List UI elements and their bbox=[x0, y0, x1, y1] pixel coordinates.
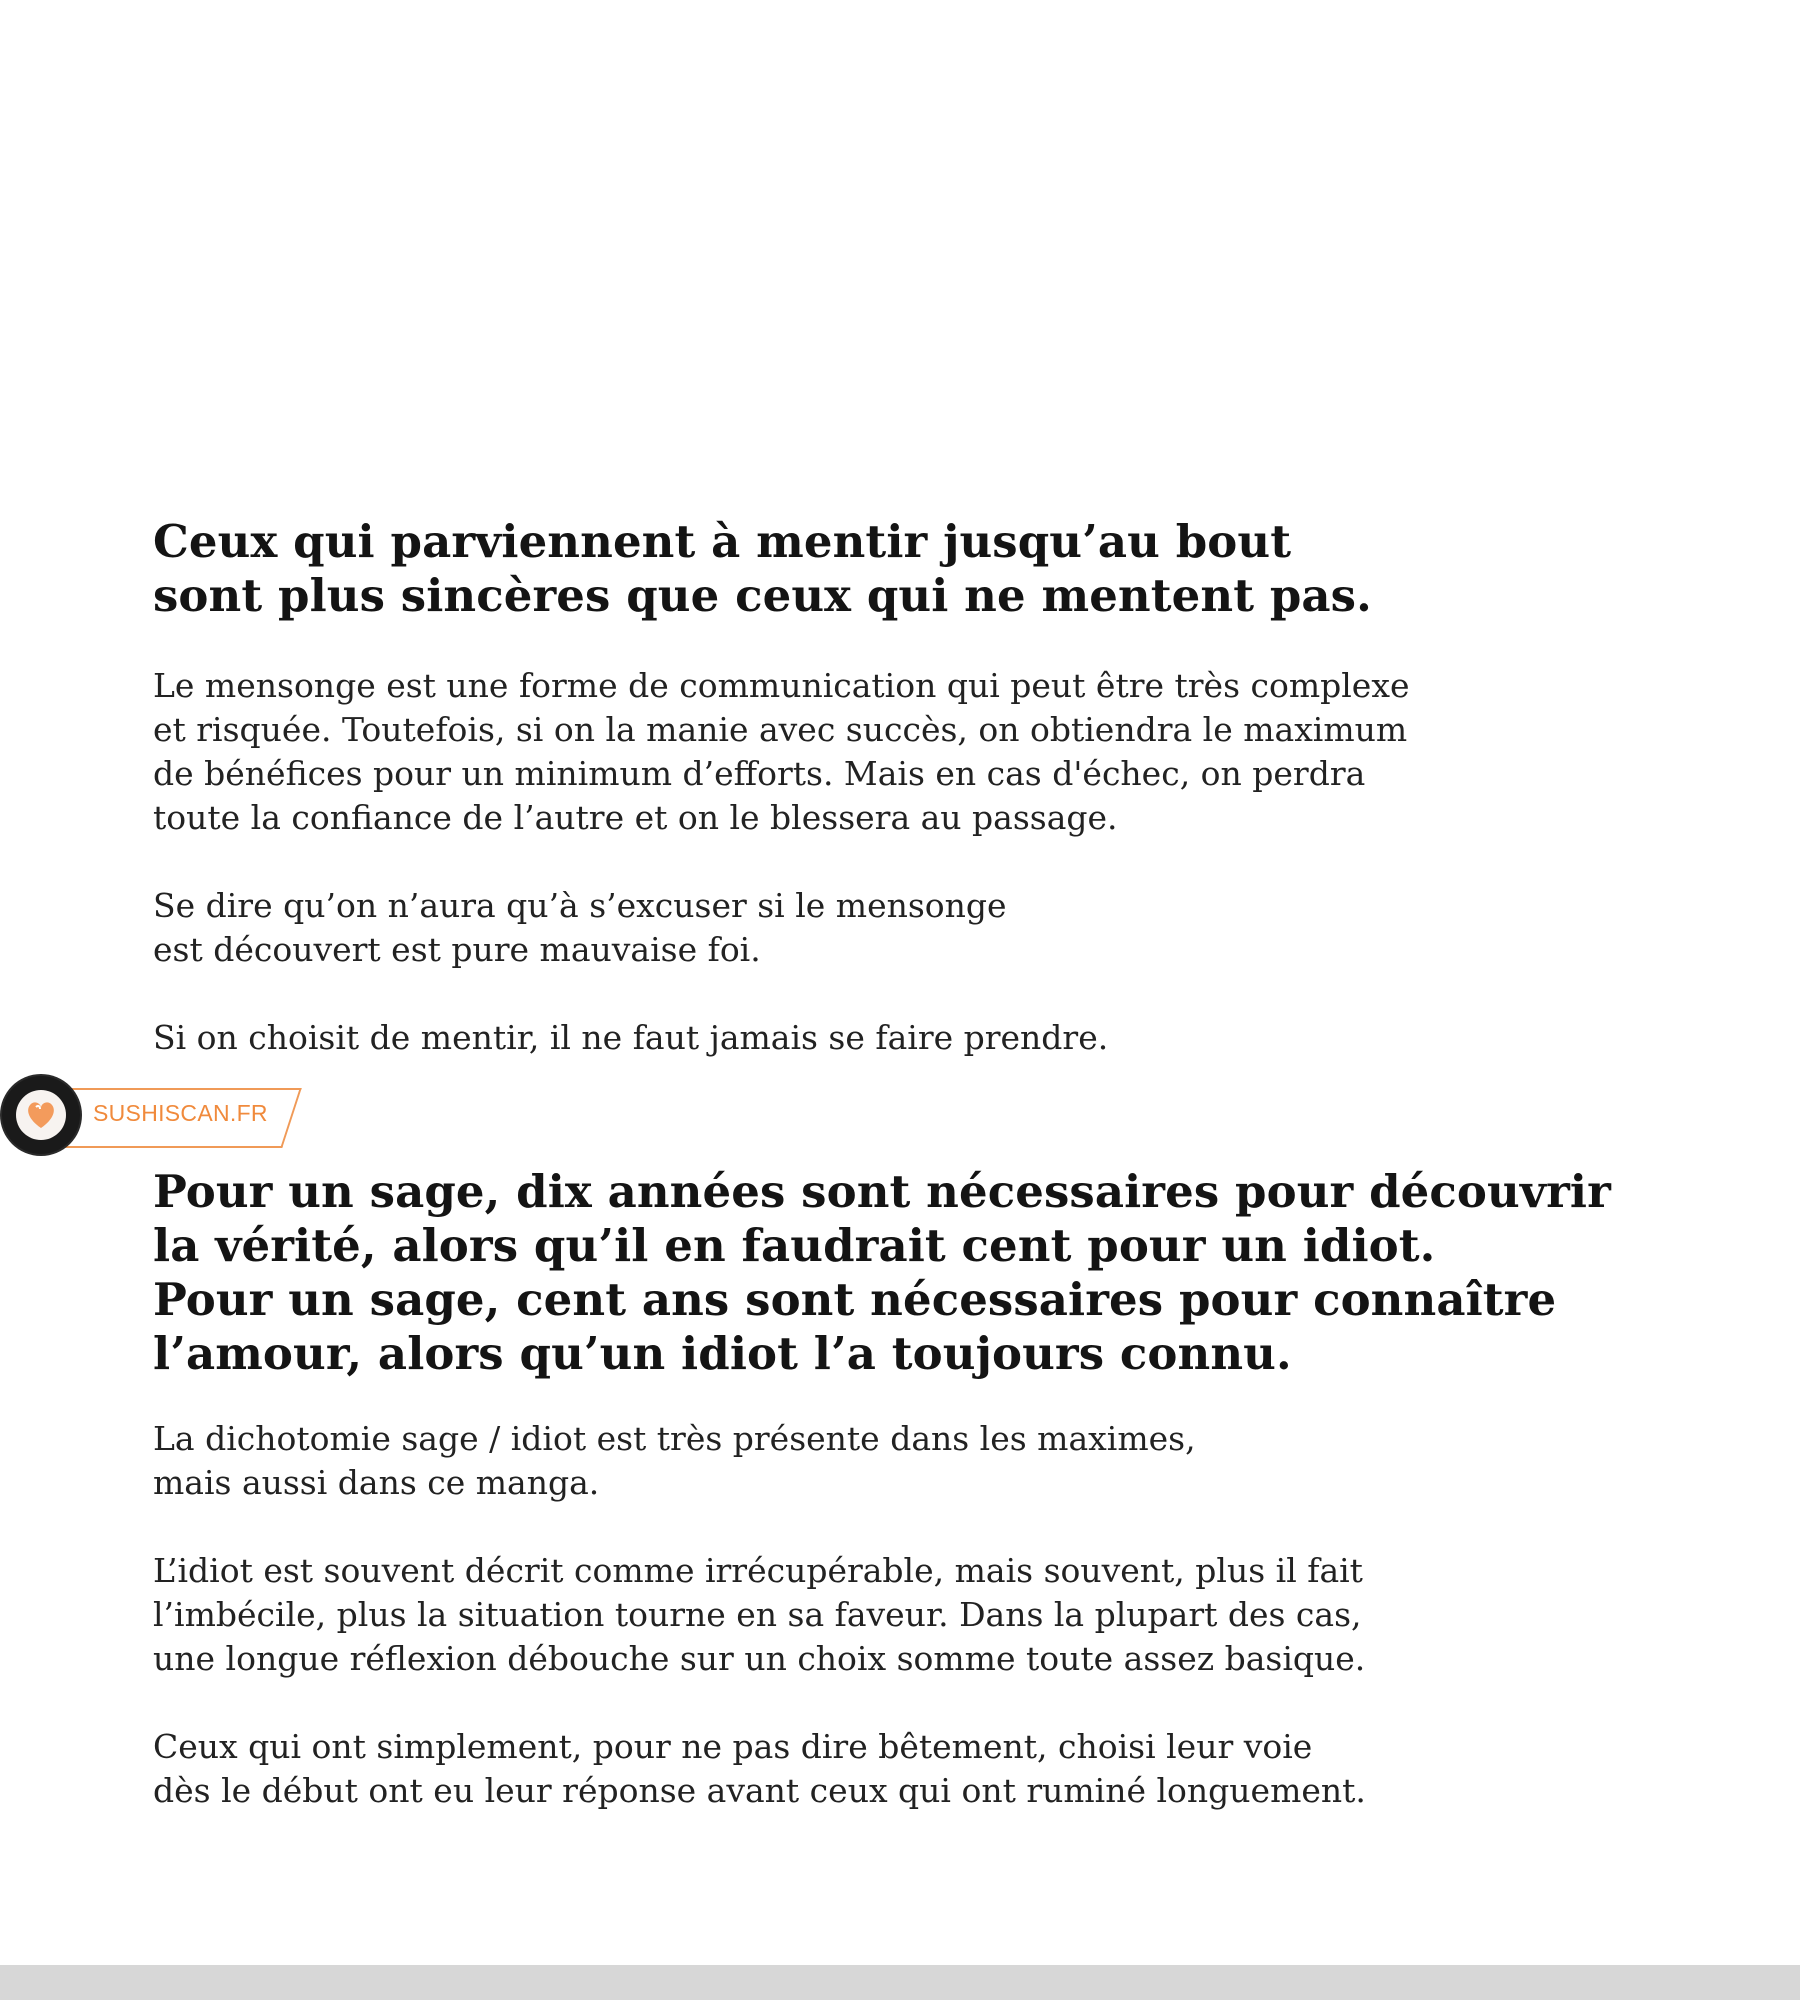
watermark-badge bbox=[2, 1076, 80, 1154]
commentary-paragraph bbox=[153, 1016, 1453, 1060]
text-line: mais aussi dans ce manga. bbox=[153, 1463, 600, 1502]
sushiscan-watermark bbox=[0, 1072, 310, 1162]
heading-line: Pour un sage, dix années sont nécessaires pour découvrir bbox=[153, 1165, 1611, 1218]
heading-line: la vérité, alors qu’il en faudrait cent pour un idiot. bbox=[153, 1219, 1436, 1272]
text-line: Se dire qu’on n’aura qu’à s’excuser si le mensonge bbox=[153, 886, 1007, 925]
text-line: est découvert est pure mauvaise foi. bbox=[153, 930, 761, 969]
heading-line: l’amour, alors qu’un idiot l’a toujours connu. bbox=[153, 1327, 1292, 1380]
commentary-paragraph bbox=[153, 664, 1453, 840]
commentary-paragraph bbox=[153, 1417, 1453, 1505]
text-line: une longue réflexion débouche sur un choix somme toute assez basique. bbox=[153, 1639, 1366, 1678]
commentary-paragraph bbox=[153, 1549, 1453, 1681]
commentary-paragraph bbox=[153, 884, 1453, 972]
text-line: l’imbécile, plus la situation tourne en sa faveur. Dans la plupart des cas, bbox=[153, 1595, 1362, 1634]
text-line: toute la confiance de l’autre et on le blessera au passage. bbox=[153, 798, 1118, 837]
text-line: et risquée. Toutefois, si on la manie avec succès, on obtiendra le maximum bbox=[153, 710, 1408, 749]
text-line: de bénéfices pour un minimum d’efforts. Mais en cas d'échec, on perdra bbox=[153, 754, 1366, 793]
heading-line: Ceux qui parviennent à mentir jusqu’au bout bbox=[153, 515, 1292, 568]
commentary-paragraph bbox=[153, 1725, 1453, 1813]
text-line: L’idiot est souvent décrit comme irrécupérable, mais souvent, plus il fait bbox=[153, 1551, 1363, 1590]
maxim-section-sage-idiot bbox=[153, 1165, 1611, 1813]
maxim-section-lying bbox=[153, 515, 1453, 1060]
text-line: Si on choisit de mentir, il ne faut jamais se faire prendre. bbox=[153, 1018, 1109, 1057]
heading-line: sont plus sincères que ceux qui ne mentent pas. bbox=[153, 569, 1372, 622]
text-line: Ceux qui ont simplement, pour ne pas dire bêtement, choisi leur voie bbox=[153, 1727, 1313, 1766]
bottom-edge-strip bbox=[0, 1965, 1800, 2000]
text-line: La dichotomie sage / idiot est très présente dans les maximes, bbox=[153, 1419, 1196, 1458]
heart-logo-icon bbox=[16, 1090, 66, 1140]
maxim-heading bbox=[153, 1165, 1611, 1381]
watermark-text: SUSHISCAN.FR bbox=[93, 1100, 268, 1126]
text-line: Le mensonge est une forme de communication qui peut être très complexe bbox=[153, 666, 1410, 705]
text-line: dès le début ont eu leur réponse avant ceux qui ont ruminé longuement. bbox=[153, 1771, 1366, 1810]
heading-line: Pour un sage, cent ans sont nécessaires pour connaître bbox=[153, 1273, 1557, 1326]
maxim-heading bbox=[153, 515, 1453, 623]
